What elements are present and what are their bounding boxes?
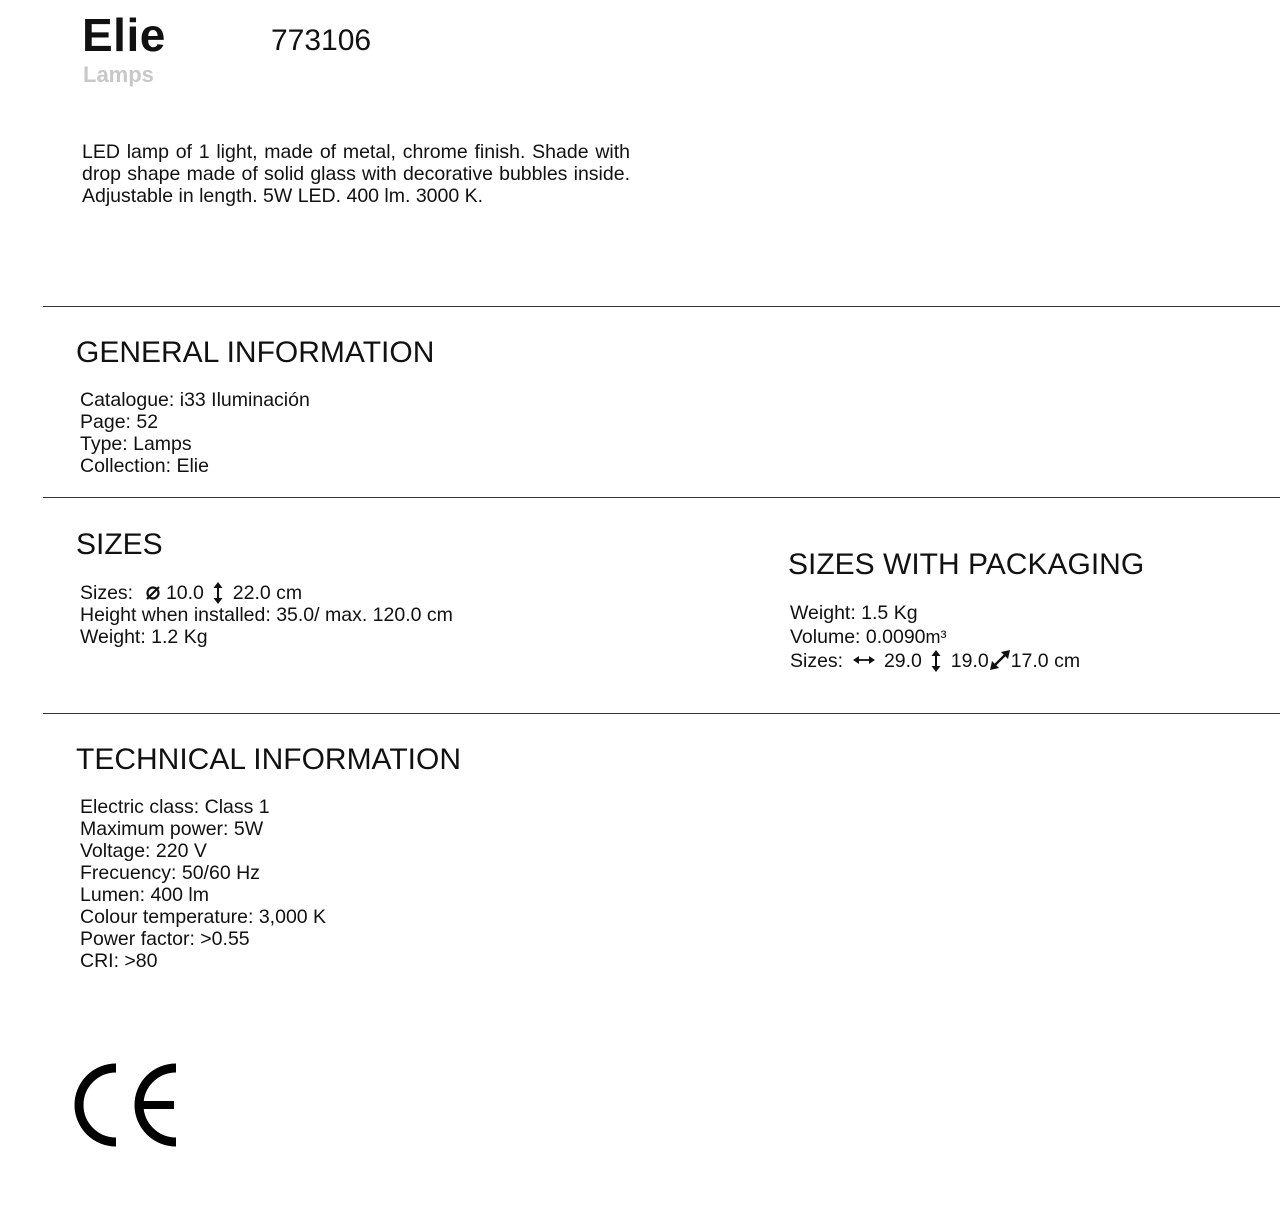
diagonal-arrow-icon	[990, 650, 1010, 670]
diameter-value: 10.0	[165, 582, 204, 604]
height-installed-field: Height when installed: 35.0/ max. 120.0 cm	[80, 604, 453, 626]
packaging-sizes-field	[790, 649, 1080, 673]
vertical-arrow-icon	[930, 650, 942, 672]
voltage-field: Voltage: 220 V	[80, 840, 207, 862]
section-divider	[43, 713, 1280, 714]
electric-class-field: Electric class: Class 1	[80, 796, 270, 818]
volume-unit: m³	[925, 627, 947, 647]
height-value: 22.0 cm	[232, 582, 303, 604]
packaging-height-value: 19.0	[950, 650, 989, 672]
general-information-list	[80, 389, 310, 477]
collection-field: Collection: Elie	[80, 455, 209, 477]
horizontal-arrow-icon	[853, 654, 875, 666]
product-title: Elie	[82, 9, 166, 61]
colour-temperature-field: Colour temperature: 3,000 K	[80, 906, 327, 928]
sizes-heading: SIZES	[76, 528, 163, 561]
weight-field: Weight: 1.2 Kg	[80, 626, 208, 648]
sizes-field	[80, 582, 453, 604]
power-factor-field: Power factor: >0.55	[80, 928, 250, 950]
packaging-sizes-label: Sizes:	[790, 650, 844, 672]
packaging-weight-field: Weight: 1.5 Kg	[790, 602, 918, 624]
type-field: Type: Lamps	[80, 433, 192, 455]
sizes-label: Sizes:	[80, 582, 134, 604]
packaging-volume-field	[790, 625, 1080, 649]
catalogue-field: Catalogue: i33 Iluminación	[80, 389, 310, 411]
product-code: 773106	[271, 24, 372, 57]
page-field: Page: 52	[80, 411, 159, 433]
section-divider	[43, 497, 1280, 498]
ce-mark-icon	[74, 1062, 182, 1148]
volume-label: Volume: 0.0090	[790, 626, 926, 648]
vertical-arrow-icon	[212, 582, 224, 604]
frequency-field: Frecuency: 50/60 Hz	[80, 862, 260, 884]
sizes-list	[80, 582, 453, 648]
diameter-icon	[145, 585, 161, 601]
packaging-width-value: 29.0	[883, 650, 922, 672]
general-information-heading: GENERAL INFORMATION	[76, 336, 435, 369]
sizes-with-packaging-heading: SIZES WITH PACKAGING	[788, 548, 1145, 581]
maximum-power-field: Maximum power: 5W	[80, 818, 264, 840]
lumen-field: Lumen: 400 lm	[80, 884, 209, 906]
cri-field: CRI: >80	[80, 950, 158, 972]
packaging-depth-value: 17.0 cm	[1010, 650, 1081, 672]
product-category: Lamps	[83, 62, 154, 87]
technical-information-list	[80, 796, 326, 972]
packaging-list	[790, 601, 1080, 673]
section-divider	[43, 306, 1280, 307]
technical-information-heading: TECHNICAL INFORMATION	[76, 743, 462, 776]
product-description: LED lamp of 1 light, made of metal, chrome finish. Shade with drop shape made of solid glass with decorative bubbles inside. Adjustable in length. 5W LED. 400 lm. 3000 K.	[82, 141, 630, 207]
